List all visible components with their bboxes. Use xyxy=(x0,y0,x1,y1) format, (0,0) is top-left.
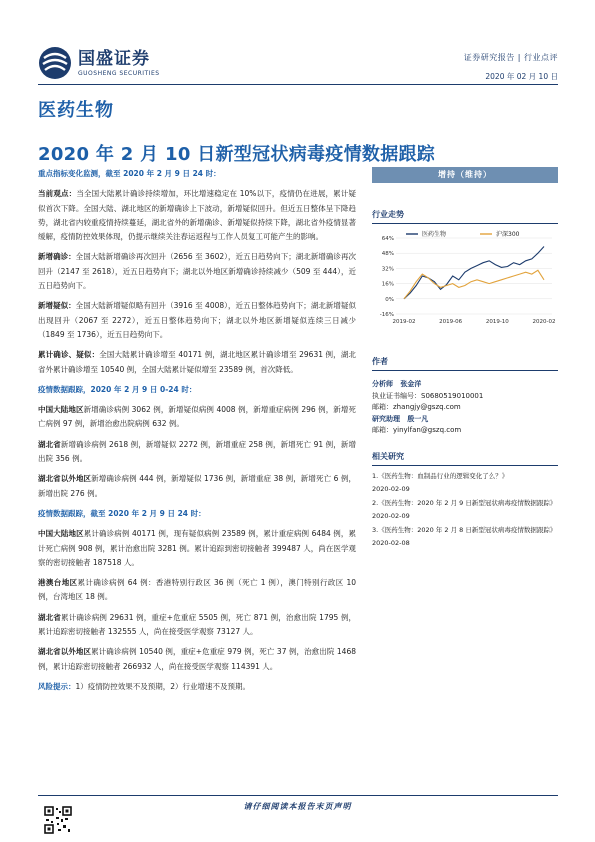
new-confirmed-text: 全国大陆新增确诊再次回升（2656 至 3602），近五日趋势向下；湖北新增确诊再次回升（2147 至 2618），近五日趋势向下；湖北以外地区新增确诊持续减少（509 至 444），近五日趋势向下。 xyxy=(38,252,356,291)
research-item-2[interactable]: 2.《医药生物：2020 年 2 月 9 日新型冠状病毒疫情数据跟踪》 xyxy=(372,498,557,507)
cum-hmt-paragraph xyxy=(38,576,356,605)
y-tick-label: 64% xyxy=(381,236,394,242)
report-header xyxy=(38,34,558,84)
daily-outside-paragraph xyxy=(38,472,356,501)
cum-hubei-text: 累计确诊病例 29631 例，重症+危重症 5505 例，死亡 871 例，治愈出院 1795 例，累计追踪密切接触者 132555 人，尚在接受医学观察 73127 人。 xyxy=(38,612,357,637)
company-logo-icon xyxy=(38,46,72,80)
logo-name-en: GUOSHENG SECURITIES xyxy=(78,69,160,77)
current-view-text: 当全国大陆累计确诊持续增加，环比增速稳定在 10%以下，疫情仍在进展，累计疑似首次下降。全国大陆、湖北地区的新增确诊上下波动，新增疑似回升。但近五日整体呈下降趋势，湖北省内较重疫情持续蔓延，湖北省外的新增确诊、新增疑似持续下降，湖北省外疫情显著缓解，疫情防控效果体现，仍提示继续关注春运返程与工作人员复工可能产生的影响。 xyxy=(38,189,356,242)
trend-chart-svg xyxy=(372,230,558,332)
cum-hmt-label: 港澳台地区 xyxy=(38,578,78,588)
y-tick-label: 16% xyxy=(381,281,394,288)
current-view-paragraph xyxy=(38,187,356,244)
assistant-row xyxy=(372,414,558,426)
daily-hubei-label: 湖北省 xyxy=(38,439,61,449)
industry-name: 医药生物 xyxy=(38,100,114,121)
research-date-3: 2020-02-08 xyxy=(372,539,410,547)
y-tick-label: 0% xyxy=(385,296,394,303)
sidebar xyxy=(372,167,558,551)
risk-text: 1）疫情防控效果不及预期，2）行业增速不及预期。 xyxy=(75,681,251,691)
cumulative-heading: 疫情数据跟踪，截至 2020 年 2 月 9 日 24 时： xyxy=(38,508,206,518)
rating-badge: 增持（维持） xyxy=(372,167,558,183)
new-confirmed-paragraph xyxy=(38,250,356,293)
y-tick-label: -16% xyxy=(379,312,394,318)
risk-label: 风险提示： xyxy=(38,681,76,691)
highlight-heading: 重点指标变化监测，截至 2020 年 2 月 9 日 24 时： xyxy=(38,169,221,178)
qr-code-icon xyxy=(44,806,72,834)
trend-title: 行业走势 xyxy=(372,205,558,224)
assistant-label: 研究助理 xyxy=(372,414,400,423)
cum-hubei-label: 湖北省 xyxy=(38,612,62,622)
legend-label: 沪深300 xyxy=(496,231,520,238)
cumulative-label: 累计确诊、疑似： xyxy=(38,350,100,360)
cum-outside-paragraph xyxy=(38,645,356,674)
x-tick-label: 2020-02 xyxy=(532,319,556,325)
author-title: 作者 xyxy=(372,352,558,371)
risk-paragraph xyxy=(38,680,356,694)
new-suspected-label: 新增疑似： xyxy=(38,301,76,311)
new-suspected-text: 全国大陆新增疑似略有回升（3916 至 4008），近五日整体趋势向下；湖北新增疑似出现回升（2067 至 2272），近五日整体趋势向下；湖北以外地区新增疑似连续三日减少（1849 至 1736），近五日趋势向下。 xyxy=(38,301,356,339)
analyst-row xyxy=(372,379,558,391)
cum-mainland-text: 累计确诊病例 40171 例，现有疑似病例 23589 例，累计重症病例 6484 例，累计死亡病例 908 例，累计治愈出院 3281 例。累计追踪到密切接触者 399487 人，尚在医学观察的密切接触者 187518 人。 xyxy=(38,529,357,567)
daily-heading: 疫情数据跟踪，2020 年 2 月 9 日 0-24 时： xyxy=(38,384,197,394)
analyst-email[interactable]: 邮箱：zhangjy@gszq.com xyxy=(372,403,461,411)
report-title: 2020 年 2 月 10 日新型冠状病毒疫情数据跟踪 xyxy=(38,144,436,165)
analyst-name: 张金洋 xyxy=(400,380,422,388)
x-tick-label: 2019-02 xyxy=(392,319,416,325)
cum-hmt-text: 累计确诊病例 64 例：香港特别行政区 36 例（死亡 1 例），澳门特别行政区 10 例，台湾地区 18 例。 xyxy=(38,578,356,602)
x-tick-label: 2019-10 xyxy=(485,319,509,325)
analyst-label: 分析师 xyxy=(372,380,393,388)
header-divider xyxy=(38,84,558,85)
daily-hubei-text: 新增确诊病例 2618 例，新增疑似 2272 例，新增重症 258 例，新增死亡 91 例，新增出院 356 例。 xyxy=(38,439,357,464)
x-tick-label: 2019-06 xyxy=(439,319,463,325)
assistant-name: 殷一凡 xyxy=(407,414,429,423)
logo-name-cn: 国盛证券 xyxy=(78,48,150,69)
daily-outside-text: 新增确诊病例 444 例，新增疑似 1736 例，新增重症 38 例，新增死亡 6 例，新增出院 276 例。 xyxy=(38,474,356,498)
cumulative-paragraph xyxy=(38,348,356,377)
series-line-2 xyxy=(404,270,544,299)
research-date-1: 2020-02-09 xyxy=(372,485,410,493)
cum-hubei-paragraph xyxy=(38,611,356,640)
footer-divider xyxy=(38,795,558,796)
analyst-cert: 执业证书编号：S0680519010001 xyxy=(372,391,484,400)
trend-chart xyxy=(372,230,558,332)
daily-mainland-paragraph xyxy=(38,403,356,432)
report-type: 证券研究报告 | 行业点评 xyxy=(463,53,558,62)
company-logo xyxy=(38,46,160,80)
cum-outside-label: 湖北省以外地区 xyxy=(38,647,92,657)
y-tick-label: 48% xyxy=(381,251,394,258)
new-confirmed-label: 新增确诊： xyxy=(38,252,76,262)
footer-disclaimer: 请仔细阅读本报告末页声明 xyxy=(243,802,352,811)
y-tick-label: 32% xyxy=(381,266,394,273)
report-date: 2020 年 02 月 10 日 xyxy=(485,72,558,81)
report-body xyxy=(38,167,356,700)
daily-outside-label: 湖北省以外地区 xyxy=(38,474,92,484)
research-date-2: 2020-02-09 xyxy=(372,512,410,520)
research-item-1[interactable]: 1.《医药生物：血制品行业的逻辑变化了么？》 xyxy=(372,471,509,480)
legend-label: 医药生物 xyxy=(422,231,447,238)
assistant-email[interactable]: 邮箱：yinylfan@gszq.com xyxy=(372,426,462,434)
research-title: 相关研究 xyxy=(372,447,558,466)
daily-mainland-text: 新增确诊病例 3062 例，新增疑似病例 4008 例，新增重症病例 296 例，新增死亡病例 97 例，新增治愈出院病例 632 例。 xyxy=(38,405,357,429)
cum-mainland-paragraph xyxy=(38,527,356,570)
cum-outside-text: 累计确诊病例 10540 例，重症+危重症 979 例，死亡 37 例，治愈出院 1468 例，累计追踪密切接触者 266932 人，尚在接受医学观察 114391 人。 xyxy=(38,647,356,671)
research-item-3[interactable]: 3.《医药生物：2020 年 2 月 8 日新型冠状病毒疫情数据跟踪》 xyxy=(372,525,557,534)
cum-mainland-label: 中国大陆地区 xyxy=(38,529,84,539)
daily-hubei-paragraph xyxy=(38,438,356,467)
current-view-label: 当前观点： xyxy=(38,189,77,199)
daily-mainland-label: 中国大陆地区 xyxy=(38,405,84,415)
new-suspected-paragraph xyxy=(38,299,356,342)
cumulative-text: 全国大陆累计确诊增至 40171 例，湖北地区累计确诊增至 29631 例，湖北省外累计确诊增至 10540 例，全国大陆累计疑似增至 23589 例，首次降低。 xyxy=(38,350,356,374)
